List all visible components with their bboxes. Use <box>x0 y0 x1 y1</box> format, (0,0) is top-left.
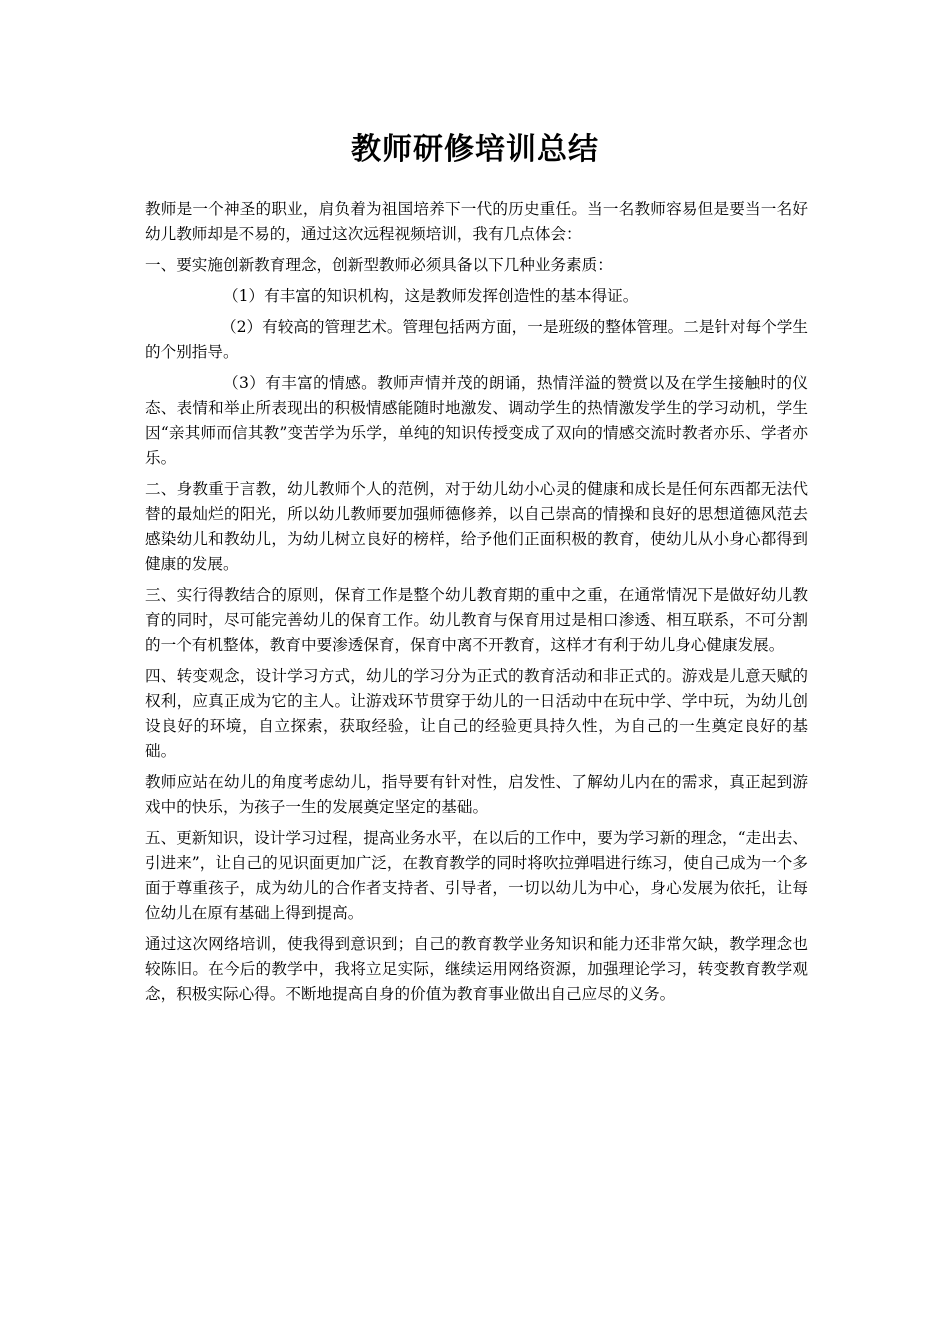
paragraph-section-2: 二、身教重于言教，幼儿教师个人的范例，对于幼儿幼小心灵的健康和成长是任何东西都无法代替的最灿烂的阳光，所以幼儿教师要加强师德修养，以自己崇高的情操和良好的思想道德风范去感染幼儿和教幼儿，为幼儿树立良好的榜样，给予他们正面积极的教育，使幼儿从小身心都得到健康的发展。 <box>145 480 808 573</box>
paragraph-item-3: （3）有丰富的情感。教师声情并茂的朗诵，热情洋溢的赞赏以及在学生接触时的仪态、表情和举止所表现出的积极情感能随时地激发、调动学生的热情激发学生的学习动机，学生因“亲其师而信其教”变苦学为乐学，单纯的知识传授变成了双向的情感交流时教者亦乐、学者亦乐。 <box>145 374 808 467</box>
paragraph-intro: 教师是一个神圣的职业，肩负着为祖国培养下一代的历史重任。当一名教师容易但是要当一名好幼儿教师却是不易的，通过这次远程视频培训，我有几点体会： <box>145 200 808 243</box>
paragraph-conclusion: 通过这次网络培训，使我得到意识到；自己的教育教学业务知识和能力还非常欠缺，教学理念也较陈旧。在今后的教学中，我将立足实际，继续运用网络资源，加强理论学习，转变教育教学观念，积极实际心得。不断地提高自身的价值为教育事业做出自己应尽的义务。 <box>145 935 808 1003</box>
paragraph-section-4: 四、转变观念，设计学习方式，幼儿的学习分为正式的教育活动和非正式的。游戏是儿意天赋的权利，应真正成为它的主人。让游戏环节贯穿于幼儿的一日活动中在玩中学、学中玩，为幼儿创设良好的环境，自立探索，获取经验，让自己的经验更具持久性，为自己的一生奠定良好的基础。 <box>145 667 808 760</box>
paragraph-section-5: 五、更新知识，设计学习过程，提高业务水平，在以后的工作中，要为学习新的理念，“走出去、引进来”，让自己的见识面更加广泛，在教育教学的同时将吹拉弹唱进行练习，使自己成为一个多面于尊重孩子，成为幼儿的合作者支持者、引导者，一切以幼儿为中心，身心发展为依托，让每位幼儿在原有基础上得到提高。 <box>145 829 808 922</box>
paragraph-section-4-note: 教师应站在幼儿的角度考虑幼儿，指导要有针对性，启发性、了解幼儿内在的需求，真正起到游戏中的快乐，为孩子一生的发展奠定坚定的基础。 <box>145 773 808 816</box>
document-title: 教师研修培训总结 <box>351 132 599 167</box>
document-body <box>145 197 808 1013</box>
paragraph-item-1: （1）有丰富的知识机构，这是教师发挥创造性的基本得证。 <box>223 287 639 305</box>
paragraph-section-1-heading: 一、要实施创新教育理念，创新型教师必须具备以下几种业务素质： <box>145 256 613 274</box>
paragraph-item-2: （2）有较高的管理艺术。管理包括两方面，一是班级的整体管理。二是针对每个学生的个别指导。 <box>145 318 808 361</box>
paragraph-section-3: 三、实行得教结合的原则，保育工作是整个幼儿教育期的重中之重，在通常情况下是做好幼儿教育的同时，尽可能完善幼儿的保育工作。幼儿教育与保育用过是相口渗透、相互联系，不可分割的一个有机整体，教育中要渗透保育，保育中离不开教育，这样才有利于幼儿身心健康发展。 <box>145 586 808 654</box>
